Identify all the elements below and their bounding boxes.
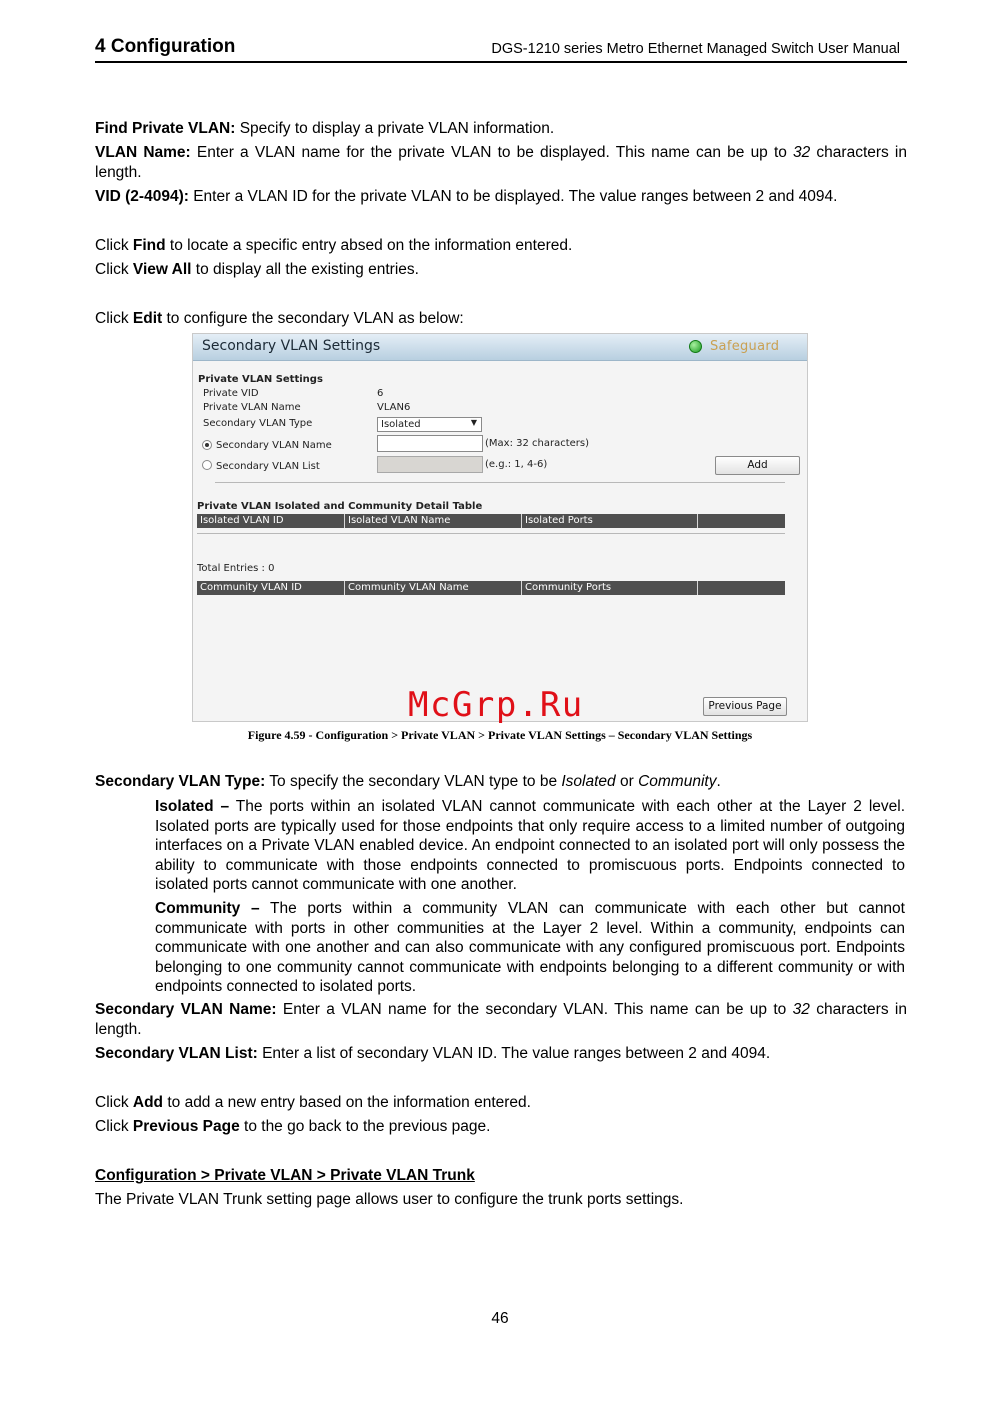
click-add-para (95, 1093, 907, 1113)
community-table-header (197, 581, 785, 595)
click-edit-pre: Click (95, 310, 133, 327)
community-para (155, 899, 905, 997)
secondary-vlan-type-label: Secondary VLAN Type (203, 418, 313, 429)
trunk-para (95, 1190, 907, 1210)
click-add-post: to add a new entry based on the information entered. (163, 1094, 531, 1111)
col-isolated-blank (698, 514, 785, 528)
secondary-vlan-list-radio[interactable] (202, 460, 212, 470)
secondary-vlan-name-para (95, 1000, 907, 1039)
private-vlan-name-value: VLAN6 (377, 402, 411, 413)
secondary-vlan-list-input[interactable] (377, 456, 483, 473)
dropdown-arrow-icon: ▼ (470, 418, 477, 427)
click-viewall-pre: Click (95, 261, 133, 278)
watermark: McGrp.Ru (408, 685, 584, 725)
safeguard-label[interactable]: Safeguard (710, 339, 780, 354)
col-community-ports: Community Ports (522, 581, 698, 595)
click-viewall-post: to display all the existing entries. (191, 261, 419, 278)
trunk-text: The Private VLAN Trunk setting page allows user to configure the trunk ports settings. (95, 1191, 684, 1208)
slist-text: Enter a list of secondary VLAN ID. The value ranges between 2 and 4094. (257, 1045, 771, 1062)
page-header (95, 34, 907, 63)
col-isolated-ports: Isolated Ports (522, 514, 698, 528)
type-community: Community (638, 773, 717, 790)
secondary-vlan-type-para (95, 772, 907, 792)
vlan-name-text: Enter a VLAN name for the private VLAN to be displayed. This name can be up to (190, 144, 794, 161)
private-vid-label: Private VID (203, 388, 259, 399)
panel-title-bar (193, 334, 807, 361)
add-button[interactable]: Add (715, 456, 800, 475)
vlan-name-num: 32 (793, 144, 811, 161)
click-find-post: to locate a specific entry absed on the information entered. (165, 237, 573, 254)
private-vlan-name-label: Private VLAN Name (203, 402, 301, 413)
private-vid-value: 6 (377, 388, 384, 399)
col-community-vlan-name: Community VLAN Name (345, 581, 522, 595)
click-previous-bold: Previous Page (132, 1118, 240, 1135)
secondary-vlan-type-select[interactable] (377, 417, 482, 432)
section-detail-table: Private VLAN Isolated and Community Detail Table (197, 501, 483, 512)
type-text: To specify the secondary VLAN type to be (265, 773, 562, 790)
click-viewall-para (95, 260, 907, 280)
chapter-title: 4 Configuration (95, 36, 236, 57)
max-chars-hint: (Max: 32 characters) (485, 438, 590, 449)
slist-label: Secondary VLAN List: (95, 1045, 258, 1062)
col-community-vlan-id: Community VLAN ID (197, 581, 345, 595)
click-edit-bold: Edit (132, 310, 163, 327)
col-community-blank (698, 581, 785, 595)
click-add-pre: Click (95, 1094, 133, 1111)
sname-num: 32 (792, 1001, 810, 1018)
community-label: Community – (155, 900, 260, 917)
total-entries: Total Entries : 0 (197, 563, 275, 574)
secondary-vlan-name-radio[interactable] (202, 440, 212, 450)
find-text: Specify to display a private VLAN information. (235, 120, 555, 137)
click-previous-pre: Click (95, 1118, 133, 1135)
divider-1 (215, 482, 785, 483)
sname-text: Enter a VLAN name for the secondary VLAN. This name can be up to (276, 1001, 793, 1018)
example-hint: (e.g.: 1, 4-6) (485, 459, 548, 470)
community-text: The ports within a community VLAN can communicate with each other but cannot communicate with ports in other communities at the Layer 2 level. Within a community, endpoints can communicate with one another and can also communicate with any configured promiscuous port. Endpoints belonging to one community cannot communicate with endpoints belonging to a different community or with endpoints connected to isolated ports. (155, 900, 905, 995)
click-viewall-bold: View All (132, 261, 192, 278)
vid-text: Enter a VLAN ID for the private VLAN to be displayed. The value ranges between 2 and 4094. (188, 188, 838, 205)
secondary-vlan-list-para (95, 1044, 907, 1064)
click-previous-post: to the go back to the previous page. (239, 1118, 491, 1135)
isolated-table-header (197, 514, 785, 528)
find-label: Find Private VLAN: (95, 120, 236, 137)
safeguard-status-icon (689, 340, 702, 353)
type-end: . (716, 773, 721, 790)
secondary-vlan-list-radio-label: Secondary VLAN List (216, 461, 320, 472)
vlan-name-para (95, 143, 907, 182)
click-find-para (95, 236, 907, 256)
sname-tail: characters in length. (95, 1001, 907, 1038)
click-find-bold: Find (132, 237, 166, 254)
type-label: Secondary VLAN Type: (95, 773, 266, 790)
manual-title: DGS-1210 series Metro Ethernet Managed Switch User Manual (491, 41, 900, 57)
section-private-vlan-settings: Private VLAN Settings (198, 374, 323, 385)
secondary-vlan-name-radio-label: Secondary VLAN Name (216, 440, 332, 451)
page-number: 46 (491, 1310, 509, 1327)
click-edit-para (95, 309, 907, 329)
secondary-vlan-type-value: Isolated (381, 419, 421, 430)
vlan-name-label: VLAN Name: (95, 144, 191, 161)
panel-title: Secondary VLAN Settings (202, 338, 381, 354)
col-isolated-vlan-name: Isolated VLAN Name (345, 514, 522, 528)
col-isolated-vlan-id: Isolated VLAN ID (197, 514, 345, 528)
vid-label: VID (2-4094): (95, 188, 189, 205)
isolated-para (155, 797, 905, 895)
sname-label: Secondary VLAN Name: (95, 1001, 277, 1018)
click-add-bold: Add (132, 1094, 164, 1111)
secondary-vlan-settings-panel (192, 333, 808, 722)
divider-2 (197, 533, 785, 534)
trunk-heading-text: Configuration > Private VLAN > Private VLAN Trunk (95, 1167, 475, 1184)
vid-para (95, 187, 907, 207)
type-isolated: Isolated (561, 773, 616, 790)
click-find-pre: Click (95, 237, 133, 254)
figure-caption: Figure 4.59 - Configuration > Private VLAN > Private VLAN Settings – Secondary VLAN Settings (247, 728, 753, 742)
trunk-heading (95, 1166, 907, 1186)
isolated-label: Isolated – (155, 798, 230, 815)
click-previous-para (95, 1117, 907, 1137)
secondary-vlan-name-input[interactable] (377, 435, 483, 452)
type-or: or (615, 773, 639, 790)
isolated-text: The ports within an isolated VLAN cannot communicate with each other at the Layer 2 level. Isolated ports are typically used for those endpoints that only require access to a limited number of outgoing interfaces on a Private VLAN enabled device. An endpoint connected to an isolated port will only possess the ability to communicate with those endpoints connected to promiscuous ports. Endpoints connected to isolated ports cannot communicate with one another. (155, 798, 906, 893)
vlan-name-tail: characters in length. (95, 144, 907, 181)
find-private-vlan-para (95, 119, 907, 139)
previous-page-button[interactable]: Previous Page (703, 697, 787, 716)
click-edit-post: to configure the secondary VLAN as below: (162, 310, 464, 327)
